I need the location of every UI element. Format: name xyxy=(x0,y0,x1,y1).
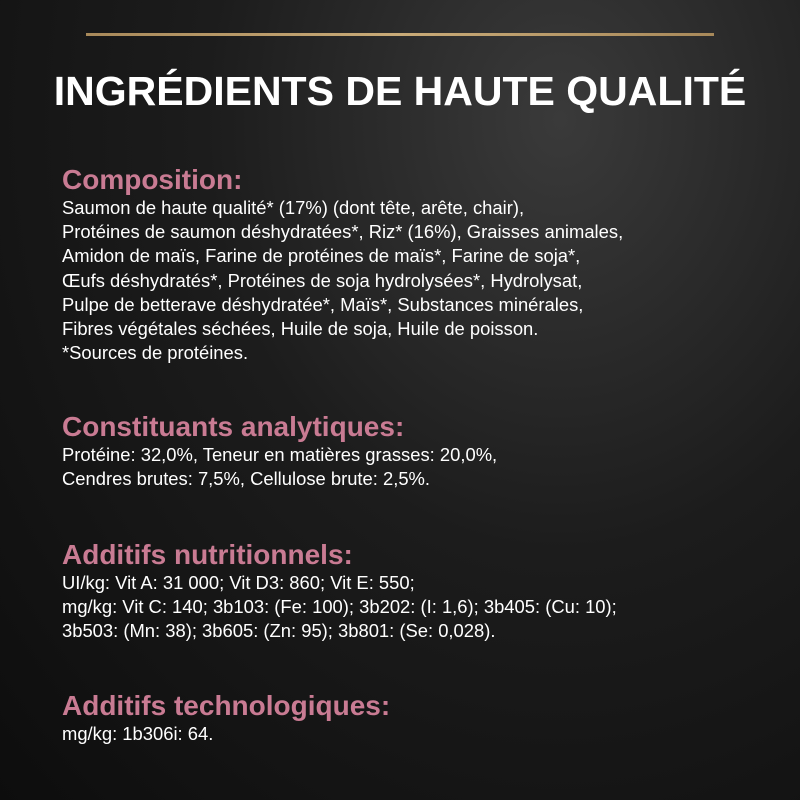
section-body-nutritionnels xyxy=(62,571,762,644)
text-line: Cendres brutes: 7,5%, Cellulose brute: 2,5%. xyxy=(62,468,431,490)
text-line: Œufs déshydratés*, Protéines de soja hydrolysées*, Hydrolysat, xyxy=(62,269,583,291)
text-line: Pulpe de betterave déshydratée*, Maïs*, Substances minérales, xyxy=(62,293,584,315)
section-composition xyxy=(62,164,762,365)
section-additifs-nutritionnels xyxy=(62,539,762,644)
text-line: Fibres végétales séchées, Huile de soja, Huile de poisson. xyxy=(62,318,539,340)
gold-divider xyxy=(86,33,714,36)
text-line: *Sources de protéines. xyxy=(62,342,249,364)
text-line: mg/kg: 1b306i: 64. xyxy=(62,723,214,744)
text-line: Amidon de maïs, Farine de protéines de maïs*, Farine de soja*, xyxy=(62,245,581,267)
text-line: 3b503: (Mn: 38); 3b605: (Zn: 95); 3b801: (Se: 0,028). xyxy=(62,620,496,642)
section-heading-composition: Composition: xyxy=(62,164,243,195)
section-heading-constituants: Constituants analytiques: xyxy=(62,411,405,442)
section-heading-technologiques: Additifs technologiques: xyxy=(62,690,391,721)
section-body-technologiques xyxy=(62,722,762,746)
text-line: UI/kg: Vit A: 31 000; Vit D3: 860; Vit E: 550; xyxy=(62,572,415,593)
text-line: Protéines de saumon déshydratées*, Riz* (16%), Graisses animales, xyxy=(62,221,624,243)
section-additifs-technologiques xyxy=(62,690,762,746)
text-line: Protéine: 32,0%, Teneur en matières grasses: 20,0%, xyxy=(62,444,498,465)
section-body-constituants xyxy=(62,443,762,491)
page-title: INGRÉDIENTS DE HAUTE QUALITÉ xyxy=(53,68,747,114)
section-constituants xyxy=(62,411,762,491)
text-line: mg/kg: Vit C: 140; 3b103: (Fe: 100); 3b202: (I: 1,6); 3b405: (Cu: 10); xyxy=(62,596,617,618)
section-body-composition xyxy=(62,196,762,365)
text-line: Saumon de haute qualité* (17%) (dont tête, arête, chair), xyxy=(62,197,525,218)
section-heading-nutritionnels: Additifs nutritionnels: xyxy=(62,539,353,570)
